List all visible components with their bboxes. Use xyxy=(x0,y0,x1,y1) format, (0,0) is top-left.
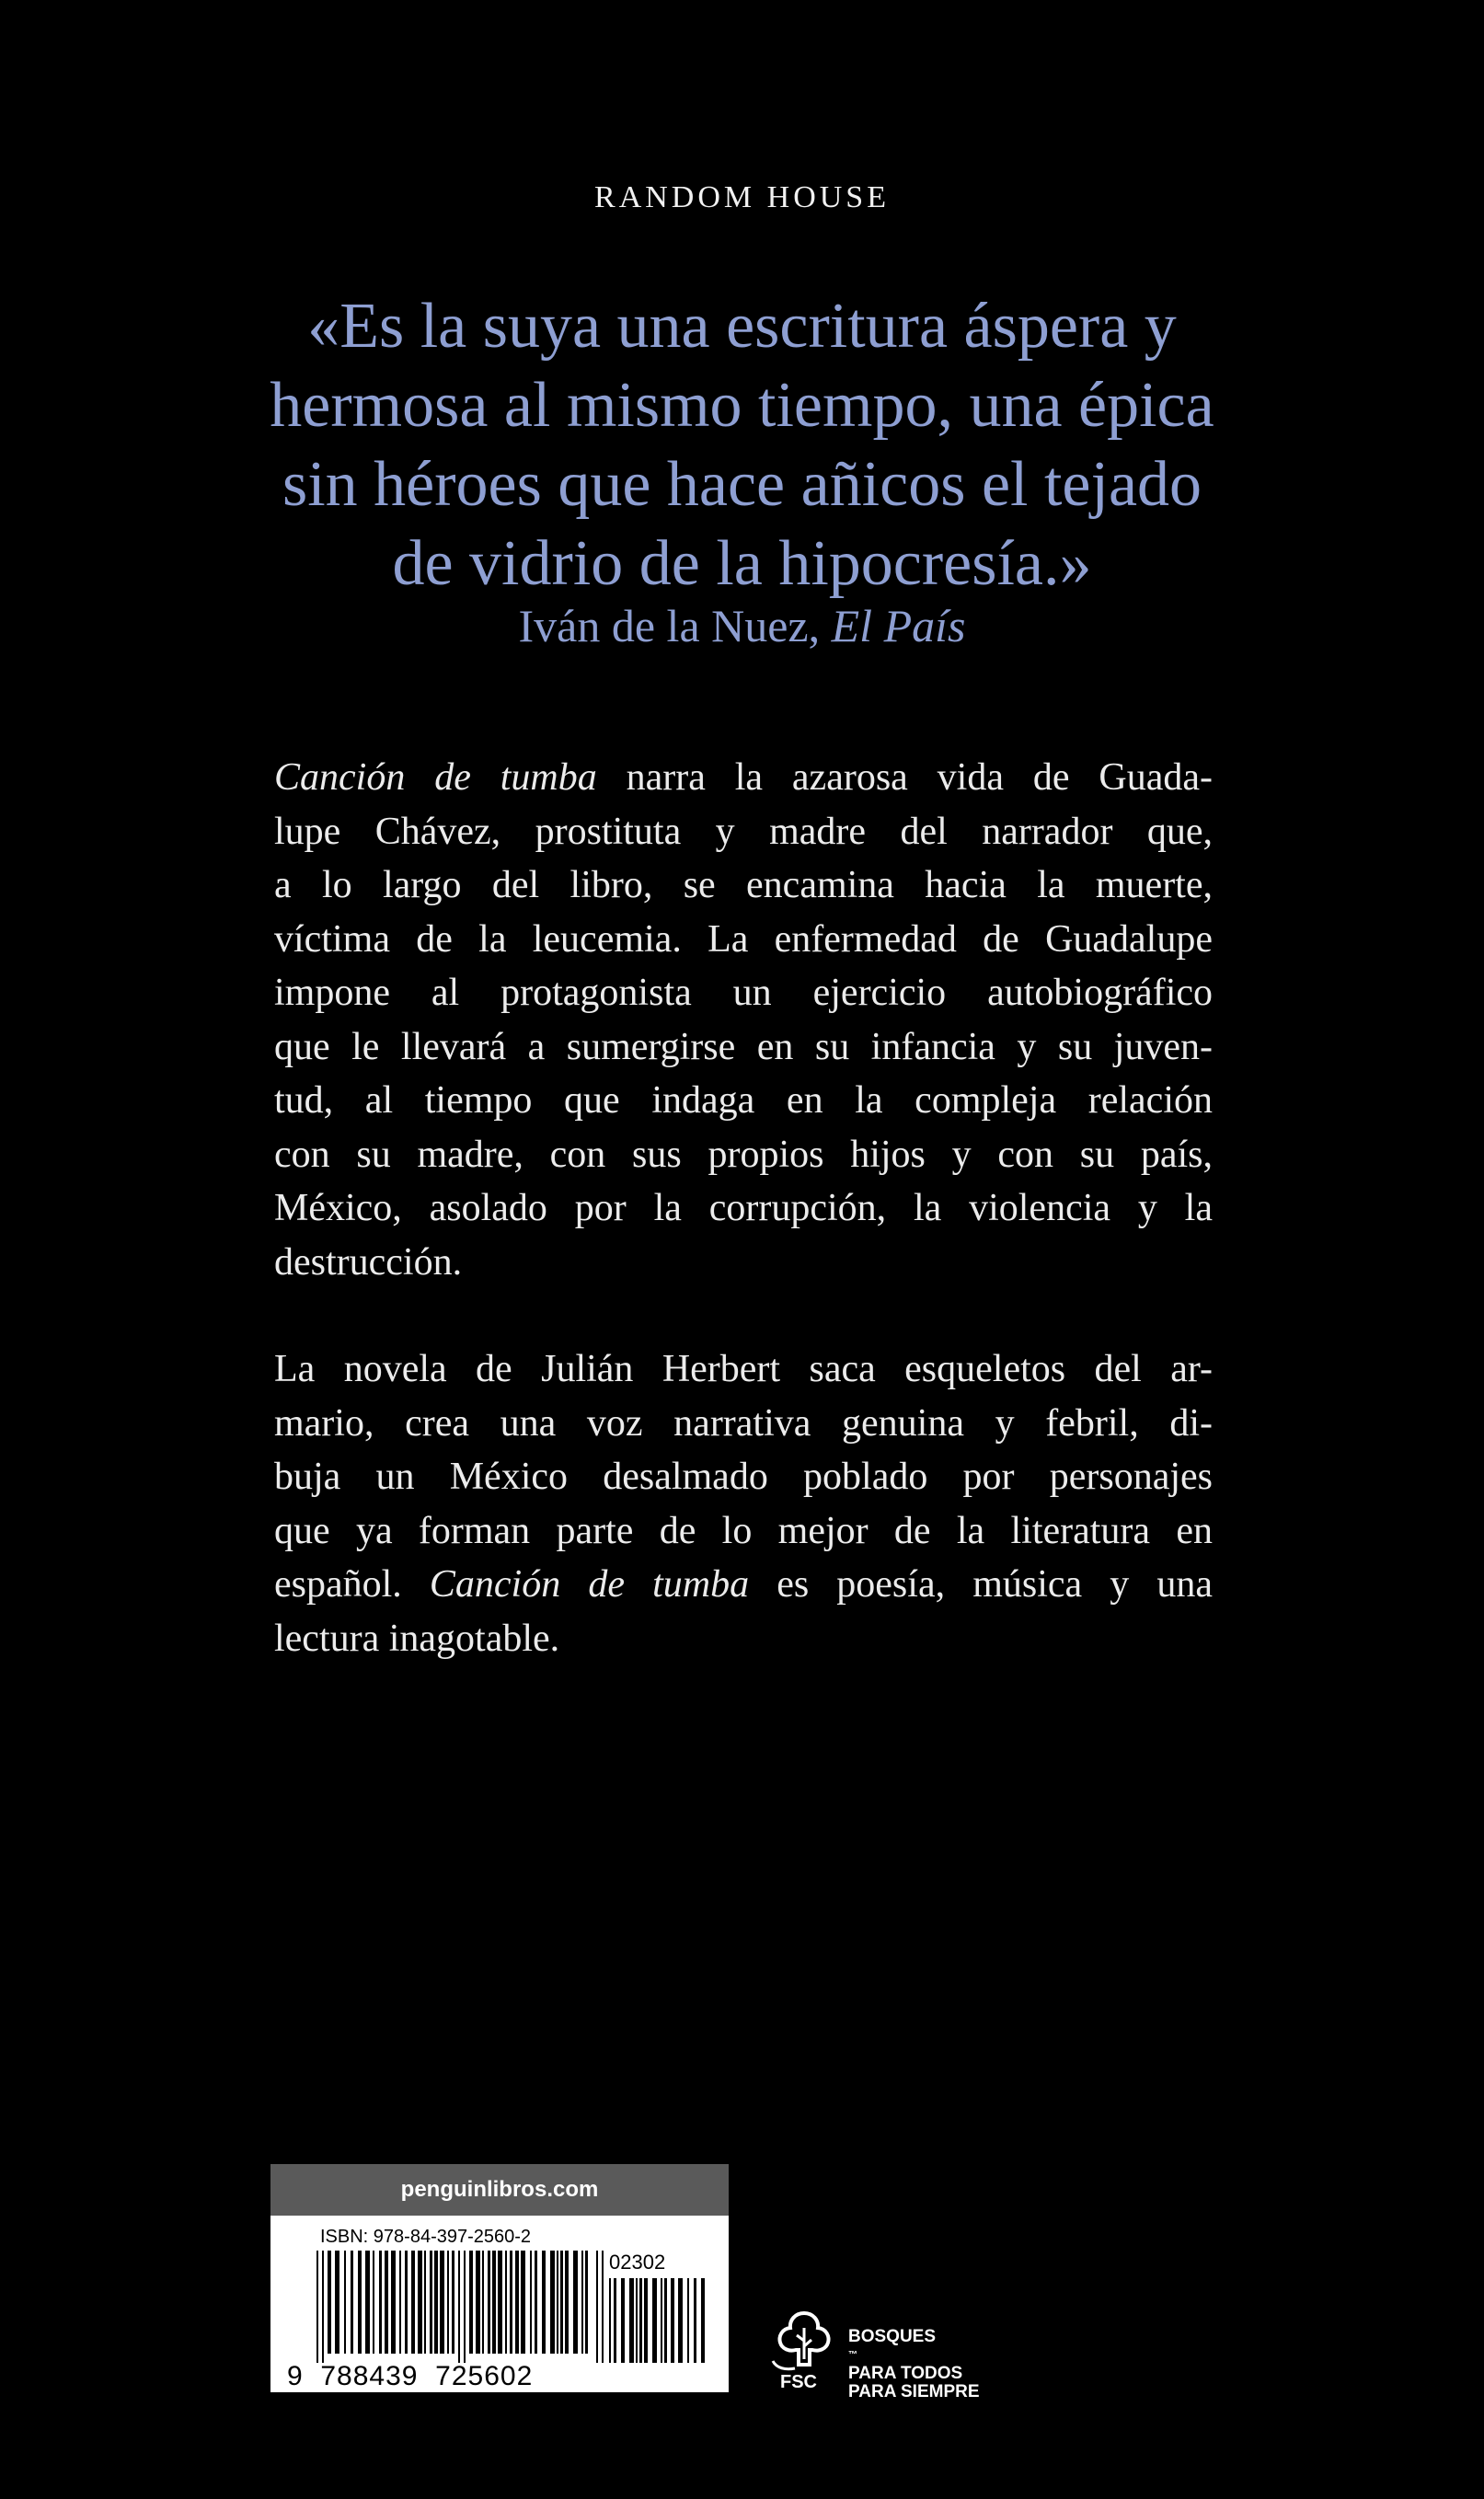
quote-line: sin héroes que hace añicos el tejado xyxy=(282,449,1202,520)
synopsis-line: buja un México desalmado poblado por personajes xyxy=(274,1456,1213,1498)
quote-line: «Es la suya una escritura áspera y xyxy=(307,291,1177,362)
addon-code: 02302 xyxy=(609,2251,666,2274)
synopsis-line: México, asolado por la corrupción, la violencia y la xyxy=(274,1187,1213,1229)
synopsis-line: lectura inagotable. xyxy=(274,1617,560,1660)
synopsis-paragraph-1 xyxy=(274,751,1213,1289)
ean-digits: 9 788439 725602 xyxy=(287,2361,534,2391)
quote-author: Iván de la Nuez, xyxy=(518,600,821,651)
synopsis-line: destrucción. xyxy=(274,1240,463,1284)
fsc-slogan: BOSQUES ™ PARA TODOS PARA SIEMPRE xyxy=(848,2327,980,2401)
barcode-icon xyxy=(270,2164,729,2392)
synopsis-line: tud, al tiempo que indaga en la compleja relación xyxy=(274,1079,1213,1122)
fsc-tree-icon xyxy=(767,2308,841,2372)
synopsis-line: con su madre, con sus propios hijos y con su país, xyxy=(274,1133,1213,1176)
fsc-label: FSC xyxy=(780,2372,817,2392)
book-title: Canción de tumba xyxy=(429,1563,750,1606)
quote-attribution xyxy=(0,599,1484,652)
synopsis-line: La novela de Julián Herbert saca esqueletos del ar- xyxy=(274,1348,1213,1390)
book-title: Canción de tumba xyxy=(274,756,597,799)
quote-line: de vidrio de la hipocresía.» xyxy=(392,528,1092,599)
synopsis-line: lupe Chávez, prostituta y madre del narrador que, xyxy=(274,810,1213,853)
synopsis-line: que ya forman parte de lo mejor de la literatura en xyxy=(274,1509,1213,1552)
synopsis-line: a lo largo del libro, se encamina hacia la muerte, xyxy=(274,864,1213,906)
synopsis-paragraph-2 xyxy=(274,1342,1213,1665)
publisher-name: RANDOM HOUSE xyxy=(594,180,890,214)
synopsis-line: que le llevará a sumergirse en su infancia y su juven- xyxy=(274,1025,1213,1068)
isbn-text: ISBN: 978-84-397-2560-2 xyxy=(320,2227,532,2247)
synopsis-line: mario, crea una voz narrativa genuina y febril, di- xyxy=(274,1401,1213,1445)
synopsis-line: víctima de la leucemia. La enfermedad de Guadalupe xyxy=(274,917,1213,961)
synopsis-line: español. Canción de tumba es poesía, música y una xyxy=(274,1563,1214,1606)
synopsis-line: Canción de tumba narra la azarosa vida de Guada- xyxy=(274,756,1213,799)
barcode-block xyxy=(270,2164,729,2392)
quote-source: El País xyxy=(831,600,966,651)
website-label: penguinlibros.com xyxy=(270,2164,729,2216)
pull-quote xyxy=(184,287,1300,604)
quote-line: hermosa al mismo tiempo, una épica xyxy=(270,370,1214,441)
synopsis-line: impone al protagonista un ejercicio autobiográfico xyxy=(274,972,1213,1014)
